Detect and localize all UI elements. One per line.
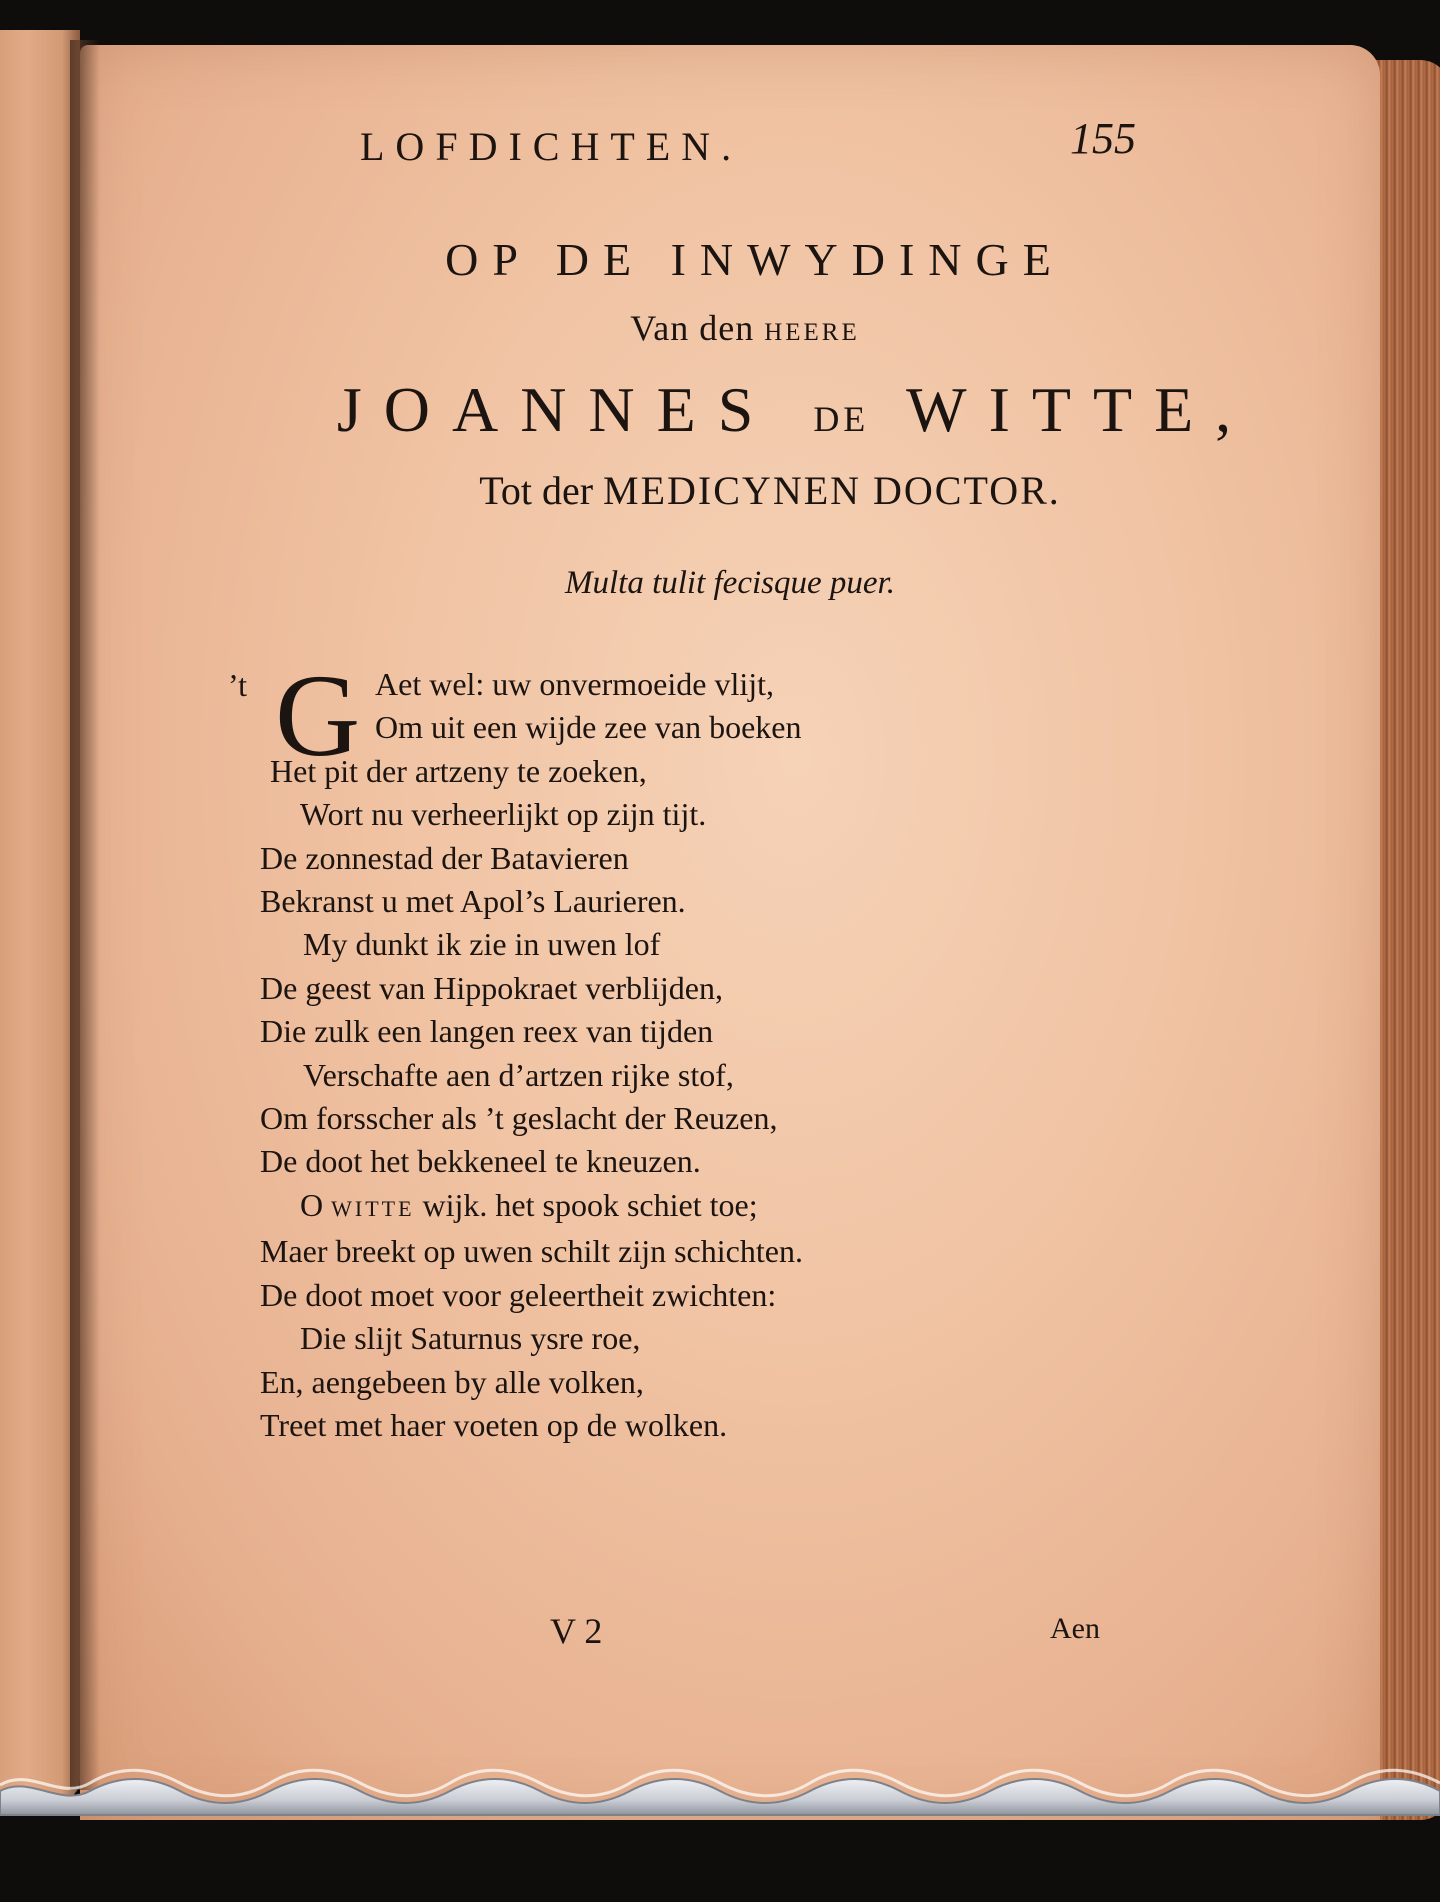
poem-apostrophe: ’t: [228, 667, 247, 703]
poem-body: [220, 663, 1080, 1447]
book-page: [80, 45, 1380, 1820]
poem-line: De zonnestad der Batavieren: [260, 839, 629, 876]
binding-cord: [0, 1745, 1440, 1825]
drop-cap: G: [275, 650, 361, 781]
title-line-1: OP DE INWYDINGE: [445, 234, 1065, 285]
poem-line: Bekranst u met Apol’s Laurieren.: [260, 883, 686, 920]
title-degree: MEDICYNEN DOCTOR.: [603, 468, 1061, 513]
poem-line: My dunkt ik zie in uwen lof: [303, 926, 661, 963]
title-name-first: JOANNES: [336, 374, 776, 445]
poem-line: Maer breekt op uwen schilt zijn schichten.: [260, 1233, 803, 1270]
poem-line: Verschafte aen d’artzen rijke stof,: [303, 1056, 734, 1093]
poem-line: En, aengebeen by alle volken,: [260, 1363, 644, 1400]
running-head: LOFDICHTEN.: [360, 124, 743, 169]
title-name-particle: DE: [813, 399, 870, 439]
title-line-4: [120, 467, 1420, 514]
poem-line: Om forsscher als ’t geslacht der Reuzen,: [260, 1100, 778, 1137]
poem-name-witte: WITTE: [331, 1195, 415, 1221]
title-line-2-smallcaps: HEERE: [764, 319, 860, 346]
title-honoree-name: [145, 373, 1440, 447]
poem-line: De doot het bekkeneel te kneuzen.: [260, 1143, 701, 1180]
poem-line: Wort nu verheerlijkt op zijn tijt.: [300, 796, 707, 833]
title-name-last: WITTE,: [906, 374, 1254, 445]
poem-line-o: O: [300, 1186, 324, 1223]
signature-mark: V 2: [550, 1611, 603, 1651]
title-line-4-prefix: Tot der: [479, 468, 604, 513]
table-background: [0, 1820, 1440, 1902]
catchword: Aen: [1050, 1612, 1100, 1645]
gutter-shadow: [70, 40, 100, 1790]
poem-line: De doot moet voor geleertheit zwichten:: [260, 1276, 777, 1313]
poem-line: Treet met haer voeten op de wolken.: [260, 1406, 728, 1443]
poem-line: Die zulk een langen reex van tijden: [260, 1013, 714, 1050]
motto: Multa tulit fecisque puer.: [565, 565, 895, 601]
poem-line-rest: wijk. het spook schiet toe;: [422, 1186, 758, 1223]
title-line-2: [95, 307, 1395, 349]
poem-line: Om uit een wijde zee van boeken: [375, 709, 802, 746]
title-line-2-prefix: Van den: [630, 308, 765, 348]
poem-line: [220, 1184, 1080, 1230]
page-number: 155: [1070, 114, 1136, 163]
poem-line: De geest van Hippokraet verblijden,: [260, 969, 723, 1006]
poem-line: Die slijt Saturnus ysre roe,: [300, 1320, 641, 1357]
poem-line: Het pit der artzeny te zoeken,: [270, 752, 647, 789]
previous-page-edge: [0, 30, 80, 1800]
poem-line: Aet wel: uw onvermoeide vlijt,: [375, 666, 775, 702]
